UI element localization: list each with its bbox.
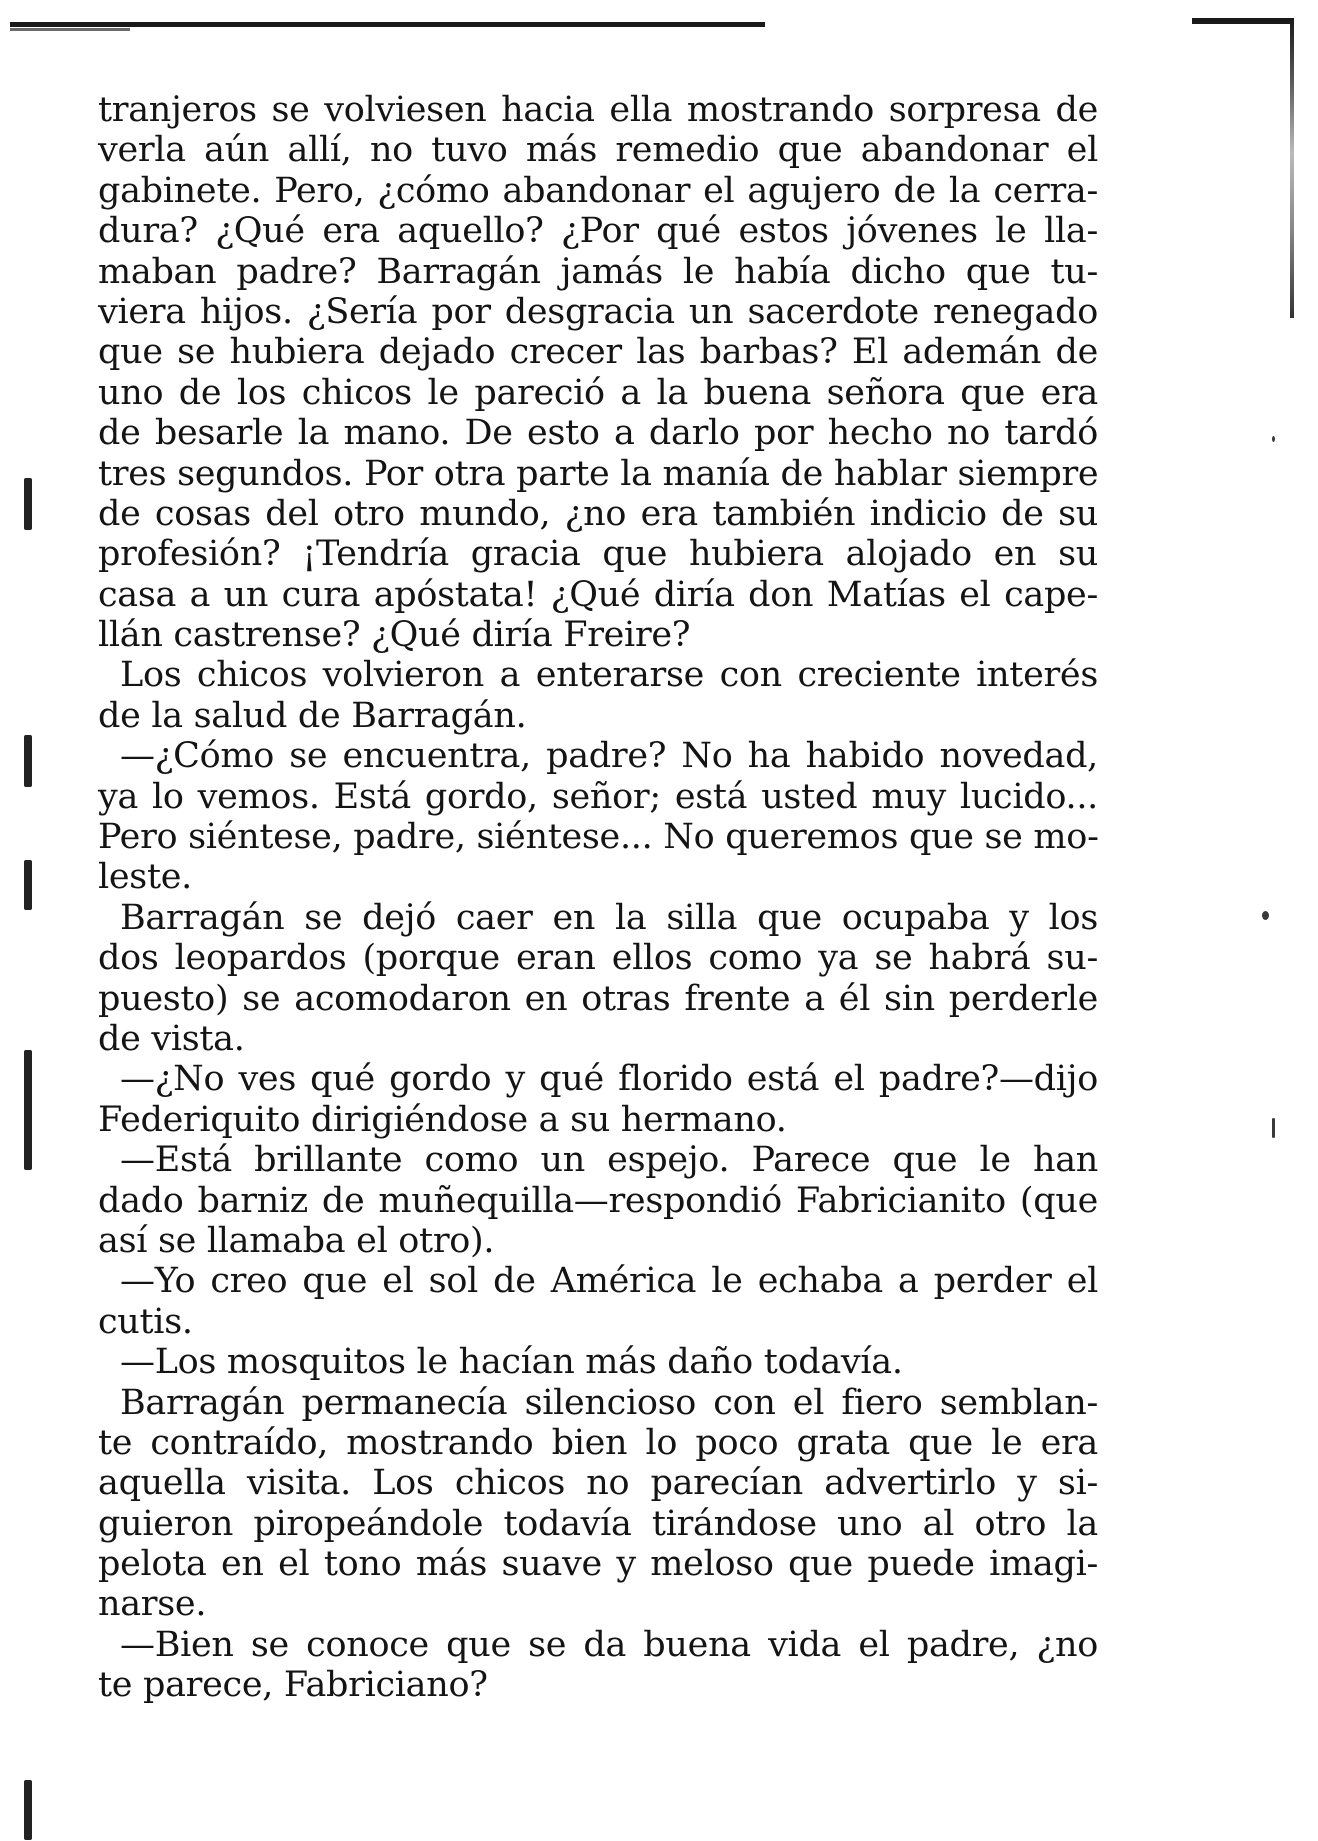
scan-edge-mark (24, 1050, 32, 1170)
text-line: dado barniz de muñequilla—respondió Fabricianito (que (98, 1180, 1098, 1221)
text-line: uno de los chicos le pareció a la buena señora que era (98, 372, 1098, 413)
text-line: Barragán se dejó caer en la silla que ocupaba y los (120, 897, 1098, 938)
text-line: cutis. (98, 1301, 193, 1342)
text-line: Barragán permanecía silencioso con el fiero semblan- (120, 1382, 1098, 1423)
scan-speck (1272, 436, 1275, 442)
text-line: maban padre? Barragán jamás le había dicho que tu- (98, 251, 1098, 292)
text-line: verla aún allí, no tuvo más remedio que abandonar el (98, 130, 1098, 171)
text-line: así se llamaba el otro). (98, 1220, 495, 1261)
text-line: de vista. (98, 1018, 245, 1059)
text-line: leste. (98, 857, 192, 898)
corner-bracket-mark (1192, 18, 1292, 24)
scan-edge-mark (24, 1780, 32, 1840)
scan-edge-mark (24, 478, 32, 530)
text-line: viera hijos. ¿Sería por desgracia un sacerdote renegado (98, 291, 1098, 332)
text-line: guieron piropeándole todavía tirándose uno al otro la (98, 1503, 1098, 1544)
text-line: Federiquito dirigiéndose a su hermano. (98, 1099, 787, 1140)
text-line: casa a un cura apóstata! ¿Qué diría don Matías el cape- (98, 574, 1098, 615)
top-rule (10, 22, 765, 27)
scan-edge-mark (24, 860, 32, 910)
text-line: —Yo creo que el sol de América le echaba a perder el (120, 1261, 1098, 1302)
text-line: —Bien se conoce que se da buena vida el padre, ¿no (120, 1624, 1098, 1665)
page-text (98, 90, 1098, 1706)
text-line: —Está brillante como un espejo. Parece que le han (120, 1140, 1098, 1181)
text-line: ya lo vemos. Está gordo, señor; está usted muy lucido... (98, 776, 1098, 817)
text-line: narse. (98, 1584, 207, 1625)
text-line: puesto) se acomodaron en otras frente a él sin perderle (98, 978, 1098, 1019)
text-line: te contraído, mostrando bien lo poco grata que le era (98, 1422, 1098, 1463)
text-line: profesión? ¡Tendría gracia que hubiera alojado en su (98, 534, 1098, 575)
text-line: llán castrense? ¿Qué diría Freire? (98, 615, 691, 656)
text-line: que se hubiera dejado crecer las barbas? El ademán de (98, 332, 1098, 373)
scan-edge-mark (24, 735, 32, 787)
text-line: —¿Cómo se encuentra, padre? No ha habido novedad, (120, 736, 1098, 777)
text-line: Los chicos volvieron a enterarse con creciente interés (120, 655, 1098, 696)
text-line: gabinete. Pero, ¿cómo abandonar el agujero de la cerra- (98, 170, 1098, 211)
text-line: aquella visita. Los chicos no parecían advertirlo y si- (98, 1463, 1098, 1504)
text-line: Pero siéntese, padre, siéntese... No queremos que se mo- (98, 817, 1099, 858)
text-line: de la salud de Barragán. (98, 695, 527, 736)
text-line: —¿No ves qué gordo y qué florido está el padre?—dijo (120, 1059, 1098, 1100)
text-line: de besarle la mano. De esto a darlo por hecho no tardó (98, 413, 1098, 454)
scan-speck (1272, 1118, 1275, 1138)
text-line: de cosas del otro mundo, ¿no era también indicio de su (98, 493, 1098, 534)
text-line: dura? ¿Qué era aquello? ¿Por qué estos jóvenes le lla- (98, 211, 1098, 252)
text-line: te parece, Fabriciano? (98, 1665, 488, 1706)
scan-speck (1262, 911, 1269, 920)
text-line: pelota en el tono más suave y meloso que puede imagi- (98, 1544, 1098, 1585)
text-line: —Los mosquitos le hacían más daño todavía. (120, 1342, 903, 1383)
text-line: tres segundos. Por otra parte la manía de hablar siempre (98, 453, 1099, 494)
text-line: tranjeros se volviesen hacia ella mostrando sorpresa de (98, 90, 1098, 130)
text-line: dos leopardos (porque eran ellos como ya se habrá su- (98, 938, 1098, 979)
